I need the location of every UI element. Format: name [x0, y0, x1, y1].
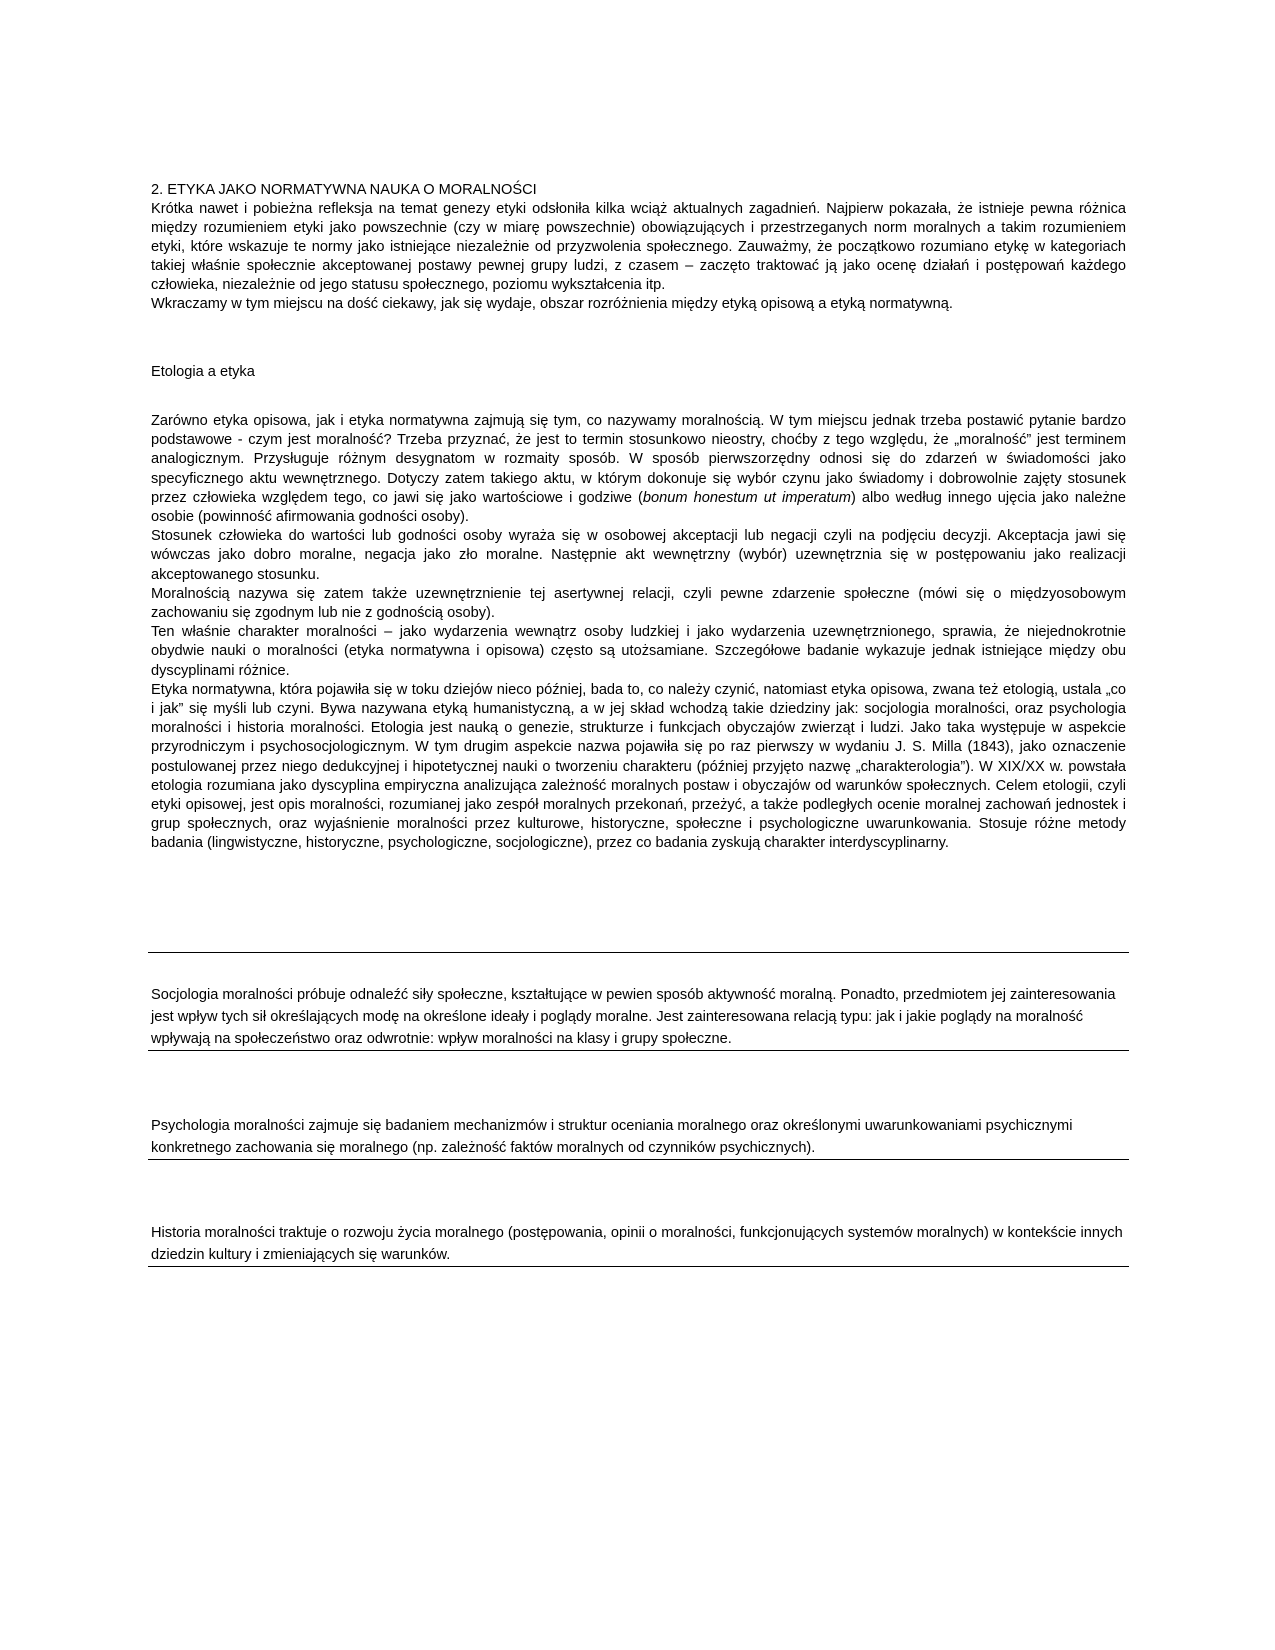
box-psychologia: [148, 1115, 1129, 1160]
latin-phrase: bonum honestum ut imperatum: [642, 489, 851, 506]
box-socjologia: [148, 984, 1129, 1051]
paragraph: Ten właśnie charakter moralności – jako wydarzenia wewnątrz osoby ludzkiej i jako wydarzenia uzewnętrznionego, sprawia, że niejednokrotnie obydwie nauki o moralności (etyka normatywna i opisowa) często są utożsamiane. Szczegółowe badanie wykazuje jednak istniejące między obu dyscyplinami różnice.: [151, 624, 1126, 679]
paragraph: Stosunek człowieka do wartości lub godności osoby wyraża się w osobowej akceptacji lub negacji czyli na podjęciu decyzji. Akceptacja jawi się wówczas jako dobro moralne, negacja jako zło moralne. Następnie akt wewnętrzny (wybór) uzewnętrznia się w postępowaniu jako realizacji akceptowanego stosunku.: [151, 528, 1126, 583]
subsection-heading: Etologia a etyka: [151, 364, 255, 380]
box-historia: [148, 1222, 1129, 1267]
paragraph: Etyka normatywna, która pojawiła się w toku dziejów nieco później, bada to, co należy czynić, natomiast etyka opisowa, zwana też etologią, ustala „co i jak” się myśli lub czyni. Bywa nazywana etyką humanistyczną, a w jej skład wchodzą takie dziedziny jak: socjologia moralności, oraz psychologia moralności i historia moralności. Etologia jest nauką o genezie, strukturze i funkcjach obyczajów zwierząt i ludzi. Jako taka występuje w aspekcie przyrodniczym i psychosocjologicznym. W tym drugim aspekcie nazwa pojawiła się po raz pierwszy w wydaniu J. S. Milla (1843), jako oznaczenie postulowanej przez niego dedukcyjnej i hipotetycznej nauki o tworzeniu charakteru (później przyjęto nazwę „charakterologia”). W XIX/XX w. powstała etologia rozumiana jako dyscyplina empiryczna analizująca zależność moralnych postaw i obyczajów od warunków społecznych. Celem etologii, czyli etyki opisowej, jest opis moralności, rozumianej jako zespół moralnych przekonań, przeżyć, a także podległych ocenie moralnej zachowań jednostek i grup społecznych, oraz wyjaśnienie moralności przez kulturowe, historyczne, społeczne i psychologiczne uwarunkowania. Stosuje różne metody badania (lingwistyczne, historyczne, psychologiczne, socjologiczne), przez co badania zyskują charakter interdyscyplinarny.: [151, 681, 1126, 852]
box-text: Socjologia moralności próbuje odnaleźć siły społeczne, kształtujące w pewien sposób aktywność moralną. Ponadto, przedmiotem jej zainteresowania jest wpływ tych sił określających modę na określone ideały i poglądy moralne. Jest zainteresowana relacją typu: jak i jakie poglądy na moralność wpływają na społeczeństwo oraz odwrotnie: wpływ moralności na klasy i grupy społeczne.: [151, 987, 1116, 1047]
horizontal-rule: [148, 952, 1129, 953]
paragraph: Moralnością nazywa się zatem także uzewnętrznienie tej asertywnej relacji, czyli pewne zdarzenie społeczne (mówi się o międzyosobowym zachowaniu się zgodnym lub nie z godnością osoby).: [151, 585, 1126, 622]
box-text: Psychologia moralności zajmuje się badaniem mechanizmów i struktur oceniania moralnego oraz określonymi uwarunkowaniami psychicznymi konkretnego zachowania się moralnego (np. zależność faktów moralnych od czynników psychicznych).: [151, 1118, 1073, 1156]
paragraph: Zarówno etyka opisowa, jak i etyka normatywna zajmują się tym, co nazywamy moralnością. W tym miejscu jednak trzeba postawić pytanie bardzo podstawowe - czym jest moralność? Trzeba przyznać, że jest to termin stosunkowo nieostry, choćby z tego względu, że „moralność” jest terminem analogicznym. Przysługuje różnym desygnatom w rozmaity sposób. W sposób pierwszorzędny odnosi się do zdarzeń w świadomości jako specyficznego aktu wewnętrznego. Dotyczy zatem takiego aktu, w którym dokonuje się wybór czynu jako świadomy i dobrowolnie zajęty stosunek przez człowieka względem tego, co jawi się jako wartościowe i godziwe (bonum honestum ut imperatum) albo według innego ujęcia jako należne osobie (powinność afirmowania godności osoby).: [151, 413, 1126, 526]
section-etologia: [151, 412, 1126, 854]
section-intro: [151, 181, 1126, 314]
paragraph: Wkraczamy w tym miejscu na dość ciekawy, jak się wydaje, obszar rozróżnienia między etyką opisową a etyką normatywną.: [151, 296, 953, 312]
section-title: 2. ETYKA JAKO NORMATYWNA NAUKA O MORALNOŚCI: [151, 182, 537, 198]
paragraph: Krótka nawet i pobieżna refleksja na temat genezy etyki odsłoniła kilka wciąż aktualnych zagadnień. Najpierw pokazała, że istnieje pewna różnica między rozumieniem etyki jako powszechnie (czy w miarę powszechnie) obowiązujących i przestrzeganych norm moralnych a takim rozumieniem etyki, które wskazuje te normy jako istniejące niezależnie od przyzwolenia społecznego. Zauważmy, że początkowo rozumiano etykę w kategoriach takiej właśnie społecznie akceptowanej postawy pewnej grupy ludzi, z czasem – zaczęto traktować ją jako ocenę działań i postępowań każdego człowieka, niezależnie od jego statusu społecznego, poziomu wykształcenia itp.: [151, 201, 1126, 293]
box-text: Historia moralności traktuje o rozwoju życia moralnego (postępowania, opinii o moralności, funkcjonujących systemów moralnych) w kontekście innych dziedzin kultury i zmieniających się warunków.: [151, 1225, 1123, 1263]
